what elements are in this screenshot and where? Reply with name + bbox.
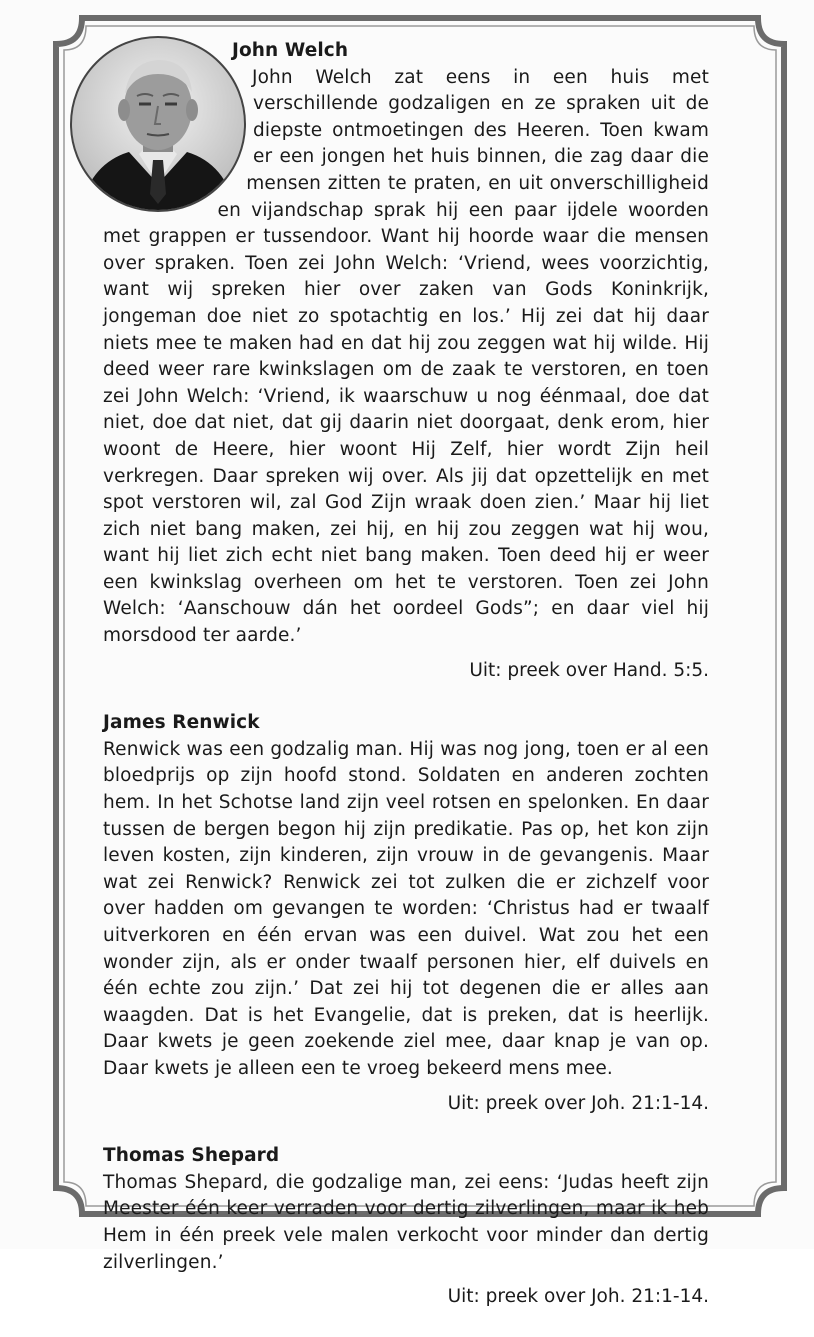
entry-james-renwick	[103, 710, 709, 1117]
portrait-image	[69, 34, 247, 214]
entry-title: Thomas Shepard	[103, 1145, 280, 1167]
portrait-photo	[69, 34, 247, 214]
entry-body: Thomas Shepard, die godzalige man, zei eens: ‘Judas heeft zijn Meester één keer verraden voor dertig zilverlingen, maar ik heb Hem in één preek vele malen verkocht voor minder dan dertig zilverlingen.’	[103, 1171, 709, 1273]
entry-thomas-shepard	[103, 1143, 709, 1311]
content-column	[103, 38, 709, 1337]
entry-source: Uit: preek over Hand. 5:5.	[469, 659, 709, 681]
entry-john-welch	[103, 38, 709, 684]
entry-body: John Welch zat eens in een huis met verschillende godzaligen en ze spraken uit de diepste ontmoetingen des Heeren. Toen kwam er een jongen het huis binnen, die zag daar die mensen zitten te praten, en uit onverschilligheid en vijandschap sprak hij een paar ijdele woorden met grappen er tussendoor. Want hij hoorde waar die mensen over spraken. Toen zei John Welch: ‘Vriend, wees voorzichtig, want wij spreken hier over zaken van Gods Koninkrijk, jongeman doe niet zo spotachtig en los.’ Hij zei dat hij daar niets mee te maken had en dat hij zou zeggen wat hij wilde. Hij deed weer rare kwinkslagen om de zaak te verstoren, en toen zei John Welch: ‘Vriend, ik waarschuw u nog éénmaal, doe dat niet, doe dat niet, dat gij daarin niet doorgaat, denk erom, hier woont de Heere, hier woont Hij Zelf, hier wordt Zijn heil verkregen. Daar spreken wij over. Als jij dat opzettelijk en met spot verstoren wil, zal God Zijn wraak doen zien.’ Maar hij liet zich niet bang maken, zei hij, en hij zou zeggen wat hij wou, want hij liet zich echt niet bang maken. Toen deed hij er weer een kwinkslag overheen om het te verstoren. Toen zei John Welch: ‘Aanschouw dán het oordeel Gods”; en daar viel hij morsdood ter aarde.’	[103, 66, 709, 647]
entry-source: Uit: preek over Joh. 21:1-14.	[447, 1286, 709, 1308]
entry-body: Renwick was een godzalig man. Hij was nog jong, toen er al een bloedprijs op zijn hoofd stond. Soldaten en anderen zochten hem. In het Schotse land zijn veel rotsen en spelonken. En daar tussen de bergen begon hij zijn predikatie. Pas op, het kon zijn leven kosten, zijn kinderen, zijn vrouw in de gevangenis. Maar wat zei Renwick? Renwick zei tot zulken die er zichzelf voor over hadden om gevangen te worden: ‘Christus had er twaalf uitverkoren en één ervan was een duivel. Wat zou het een wonder zijn, als er onder twaalf personen hier, elf duivels en één echte zou zijn.’ Dat zei hij tot degenen die er alles aan waagden. Dat is het Evangelie, dat is preken, dat is heerlijk. Daar kwets je geen zoekende ziel mee, daar knap je van op. Daar kwets je alleen een te vroeg bekeerd mens mee.	[103, 738, 709, 1079]
entry-title: James Renwick	[103, 712, 260, 734]
entry-source: Uit: preek over Joh. 21:1-14.	[447, 1092, 709, 1114]
entry-title: John Welch	[231, 40, 349, 61]
